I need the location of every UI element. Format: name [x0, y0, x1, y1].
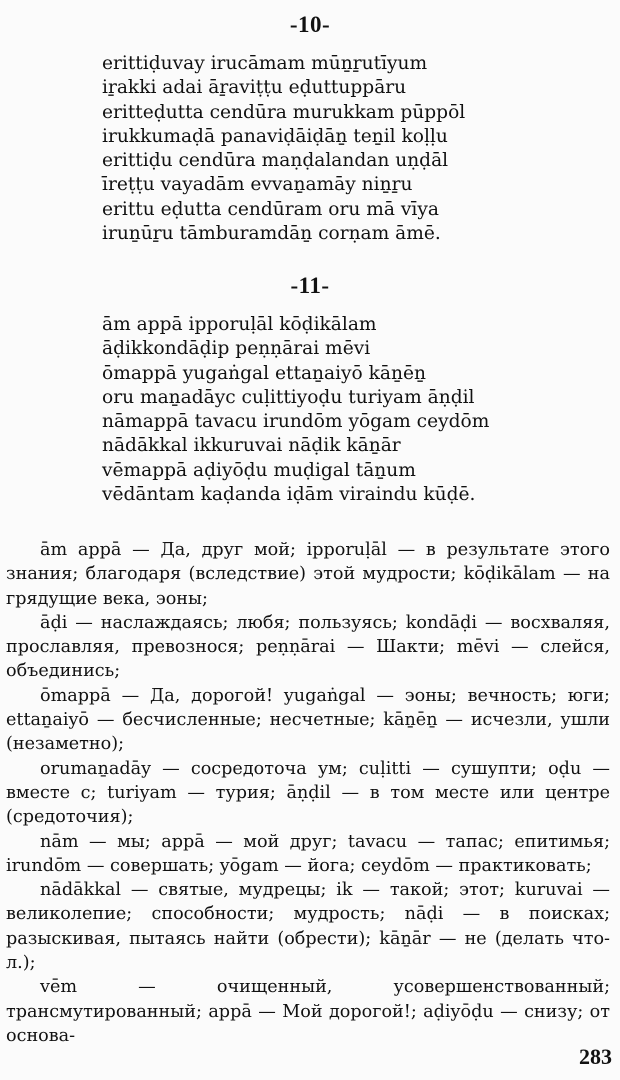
section-10-heading: -10-	[289, 12, 331, 37]
verse-line: nādākkal ikkuruvai nāḍik kāṉār	[102, 435, 401, 457]
glossary-entry: ām appā — Да, друг мой; ipporuḷāl — в результате этого знания; благодаря (вследствие) этой мудрости; kōḍikālam — на грядущие века, эоны;	[6, 540, 610, 609]
glossary-entry: ōmappā — Да, дорогой! yugaṅgal — эоны; вечность; юги; ettaṉaiyō — бесчисленные; несчетные; kāṉēṉ — исчезли, ушли (незаметно);	[6, 685, 610, 755]
verse-line: ām appā ipporuḷāl kōḍikālam	[102, 314, 377, 335]
glossary	[6, 538, 610, 1048]
section-11-heading: -11-	[290, 273, 330, 298]
verse-line: iruṉūṟu tāmburamdāṉ corṇam āmē.	[102, 223, 441, 245]
section-11-verse	[102, 313, 582, 507]
verse-line: oru maṉadāyc cuḷittiyoḍu turiyam āṇḍil	[102, 386, 475, 408]
verse-line: iṟakki adai āṟaviṭṭu eḍuttuppāru	[102, 77, 407, 99]
glossary-entry: orumaṉadāy — сосредоточа ум; cuḷitti — сушупти; oḍu — вместе с; turiyam — турия; āṇḍil — в том месте или центре (средоточия);	[6, 758, 610, 828]
page-number: 283	[579, 1044, 612, 1069]
verse-line: nāmappā tavacu irundōm yōgam ceydōm	[102, 411, 490, 433]
verse-line: īreṭṭu vayadām evvaṉamāy niṉṟu	[102, 174, 413, 196]
verse-line: irukkumaḍā panaviḍāiḍāṉ teṉil koḷḷu	[102, 125, 448, 147]
verse-line: vēdāntam kaḍanda iḍām viraindu kūḍē.	[102, 484, 476, 506]
glossary-entry: vēm — очищенный, усовершенствованный; трансмутированный; appā — Мой дорогой!; aḍiyōḍu — снизу; от основа-	[6, 977, 610, 1046]
glossary-entry: nām — мы; appā — мой друг; tavacu — тапас; епитимья; irundōm — совершать; yōgam — йога; ceydōm — практиковать;	[6, 831, 610, 876]
verse-line: eritteḍutta cendūra murukkam pūppōl	[102, 101, 466, 123]
verse-line: erittu eḍutta cendūram oru mā vīya	[102, 198, 439, 220]
glossary-entry: nādākkal — святые, мудрецы; ik — такой; этот; kuruvai — великолепие; способности; мудрость; nāḍi — в поисках; разыскивая, пытаясь найти (обрести); kāṉār — не (делать что-л.);	[6, 880, 610, 974]
verse-line: ōmappā yugaṅgal ettaṉaiyō kāṉēṉ	[102, 362, 426, 384]
verse-line: āḍikkondāḍip peṇṇārai mēvi	[102, 338, 371, 360]
verse-line: erittiḍuvay irucāmam mūṉṟutīyum	[102, 53, 428, 74]
section-10-verse	[102, 52, 582, 246]
glossary-entry: āḍi — наслаждаясь; любя; пользуясь; kondāḍi — восхваляя, прославляя, превознося; peṇṇārai — Шакти; mēvi — слейся, объединись;	[6, 612, 610, 682]
verse-line: erittiḍu cendūra maṇḍalandan uṇḍāl	[102, 150, 449, 172]
verse-line: vēmappā aḍiyōḍu muḍigal tāṉum	[102, 459, 416, 481]
